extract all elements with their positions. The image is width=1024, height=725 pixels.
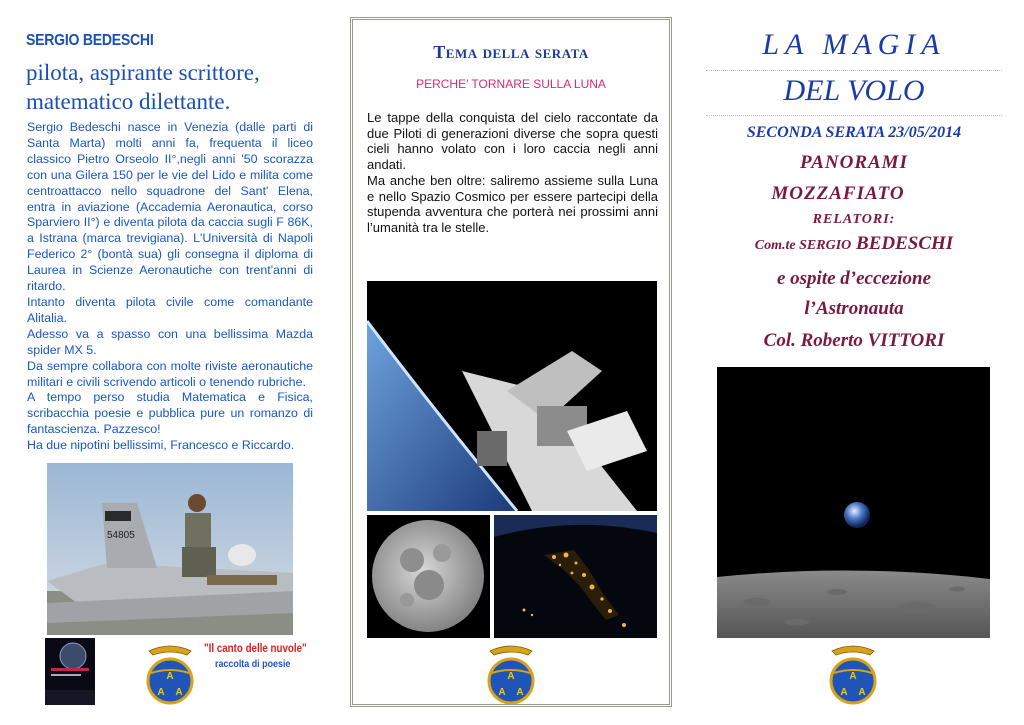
emblem-art	[141, 643, 199, 705]
speaker-main	[706, 233, 1002, 255]
pilot-photo	[47, 463, 293, 635]
italy-night-art	[494, 515, 657, 638]
bio-paragraph: Adesso va a spasso con una bellissima Mazda spider MX 5.	[27, 326, 313, 357]
guest-intro: e ospite d’eccezione	[776, 268, 932, 289]
emblem-letter: A	[507, 671, 515, 682]
title-divider	[706, 115, 1002, 116]
theme-paragraph: Le tappe della conquista del cielo raccontate da due Piloti di generazioni diverse che sopra questi cieli hanno volato con i loro caccia negli anni andati.	[367, 110, 658, 173]
earthrise-art	[717, 367, 990, 638]
book-cover-image	[45, 638, 95, 705]
guest-name: Col. Roberto VITTORI	[763, 330, 945, 351]
shuttle-photo-art	[367, 281, 657, 511]
author-tagline: pilota, aspirante scrittore, matematico dilettante.	[26, 60, 260, 114]
emblem-art	[824, 643, 882, 705]
italy-night-photo	[494, 515, 657, 638]
session-date: SECONDA SERATA 23/05/2014	[746, 124, 962, 141]
bio-paragraph: Da sempre collabora con molte riviste aeronautiche militari e civili scrivendo articoli o tenendo rubriche.	[27, 358, 313, 389]
emblem-letter: A	[858, 687, 866, 698]
emblem-letter: A	[840, 687, 848, 698]
theme-body	[367, 110, 658, 236]
speaker-prefix: Com.te S	[754, 238, 807, 253]
space-shuttle-photo	[367, 281, 657, 511]
aircraft-code: 54805	[107, 530, 135, 541]
theme-paragraph: Ma anche ben oltre: saliremo assieme sulla Luna e nello Spazio Cosmico per essere partecipi della stupenda avventura che porterà nei prossimi anni l’umanità tra le stelle.	[367, 172, 658, 235]
theme-subtitle: PERCHE’ TORNARE SULLA LUNA	[416, 77, 606, 91]
pilot-photo-art	[47, 463, 293, 635]
author-bio	[27, 120, 313, 454]
speaker-surname: BEDESCHI	[851, 233, 954, 254]
subtitle-panorami: PANORAMI	[800, 152, 908, 173]
theme-title: Tema della serata	[433, 42, 589, 62]
emblem-letter: A	[498, 687, 506, 698]
earthrise-photo	[717, 367, 990, 638]
emblem-letter: A	[166, 671, 174, 682]
emblem-letter: A	[849, 671, 857, 682]
emblem-letter: A	[516, 687, 524, 698]
subtitle-mozzafiato: MOZZAFIATO	[771, 183, 905, 204]
bio-paragraph: Ha due nipotini bellissimi, Francesco e Riccardo.	[27, 438, 295, 453]
aeronautica-emblem-icon	[824, 643, 882, 705]
title-divider	[706, 70, 1002, 71]
title-line-1: LA MAGIA	[762, 28, 946, 61]
guest-role: l’Astronauta	[804, 298, 904, 319]
poem-book-subtitle: raccolta di poesie	[215, 658, 291, 670]
bio-paragraph: Sergio Bedeschi nasce in Venezia (dalle parti di Santa Marta) molti anni fa, frequenta il liceo classico Pietro Orseolo II°,negli anni '50 scorazza con una Gilera 150 per le vie del Lido e milita come centroattacco nello squadrone del Sant' Elena, entra in aviazione (Accademia Aeronautica, corso Sparviero II°) e diventa pilota da caccia sugli F 86K, a Istrana (marca trevigiana). L'Università di Napoli Federico 2° (bontà sua) gli consegna il diploma di Laurea in Scienze Aeronautiche con trent'anni di ritardo.	[27, 120, 313, 294]
poem-book-title: "Il canto delle nuvole"	[204, 643, 307, 655]
moon-photo-art	[367, 515, 490, 638]
aeronautica-emblem-icon	[141, 643, 199, 705]
speaker-name-small: ERGIO	[806, 238, 852, 253]
author-name: SERGIO BEDESCHI	[26, 32, 154, 49]
book-cover-art	[45, 638, 95, 705]
emblem-letter: A	[157, 687, 165, 698]
moon-photo	[367, 515, 490, 638]
title-line-2: DEL VOLO	[783, 74, 925, 107]
emblem-letter: A	[175, 687, 183, 698]
bio-paragraph: A tempo perso studia Matematica e Fisica, scribacchia poesie e pubblica pure un romanzo di fantascienza. Pazzesco!	[27, 390, 313, 437]
bio-paragraph: Intanto diventa pilota civile come comandante Alitalia.	[27, 294, 313, 325]
speakers-label: RELATORI:	[812, 212, 896, 227]
